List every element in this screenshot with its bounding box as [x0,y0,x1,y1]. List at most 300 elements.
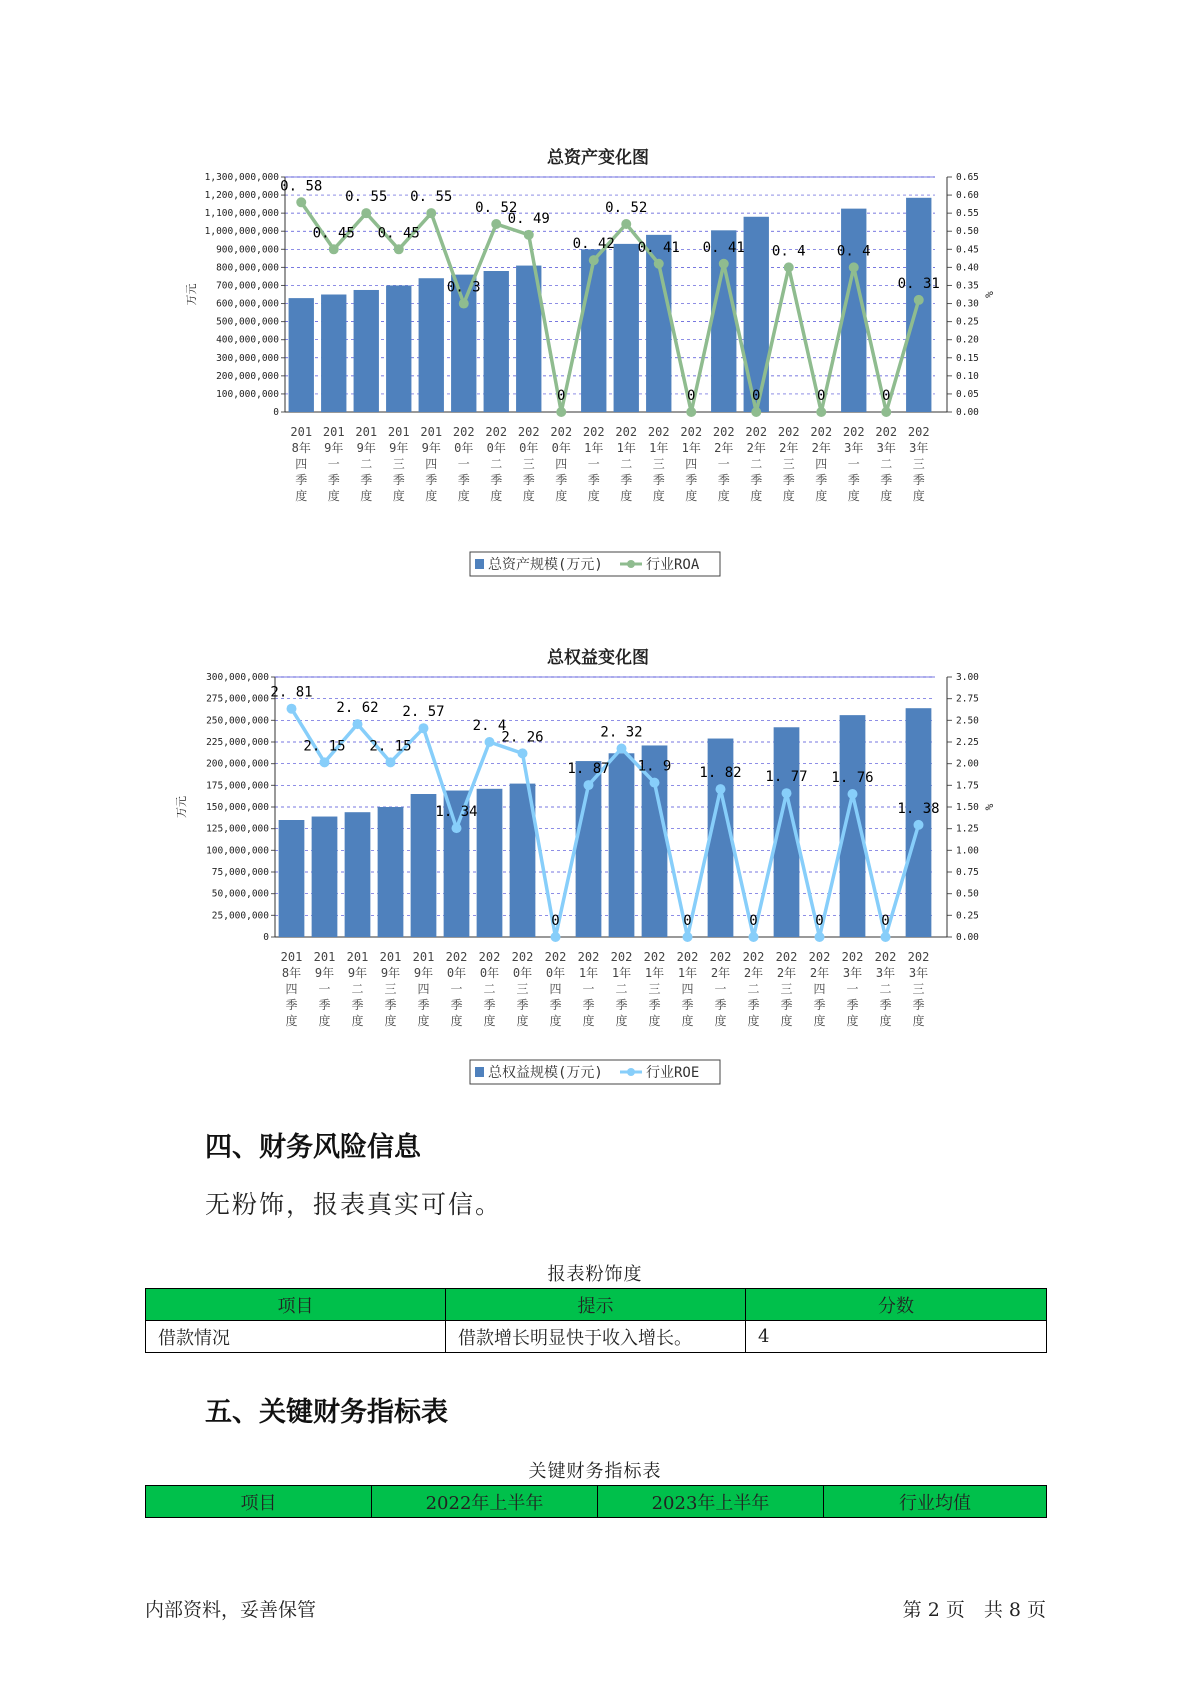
svg-text:季: 季 [846,998,859,1012]
data-label: 0. 41 [702,239,745,256]
svg-text:四: 四 [417,982,430,996]
svg-text:一: 一 [582,982,595,996]
svg-text:202: 202 [511,950,534,964]
svg-text:度: 度 [747,1014,760,1028]
svg-text:1年: 1年 [677,966,698,980]
svg-text:202: 202 [610,950,633,964]
svg-text:3年: 3年 [876,441,896,455]
line-point [491,219,501,229]
y2-tick-label: 0.05 [956,388,979,400]
svg-text:201: 201 [290,425,313,439]
svg-text:季: 季 [549,998,562,1012]
line-point [816,407,826,417]
svg-text:一: 一 [714,982,727,996]
x-tick-label [611,950,633,1028]
svg-text:度: 度 [912,1014,925,1028]
x-tick-label [347,950,369,1028]
svg-text:二: 二 [880,457,893,471]
svg-text:度: 度 [295,489,308,503]
svg-text:202: 202 [582,425,605,439]
svg-text:季: 季 [880,473,893,487]
line-point [716,784,726,794]
svg-text:季: 季 [384,998,397,1012]
section4-text: 无粉饰，报表真实可信。 [205,1190,503,1219]
y-tick-label: 1,100,000,000 [204,208,279,220]
svg-text:202: 202 [452,425,475,439]
svg-text:9年: 9年 [421,441,441,455]
svg-text:202: 202 [517,425,540,439]
bar [378,807,404,937]
svg-text:度: 度 [782,489,795,503]
x-tick-label [355,425,377,503]
svg-text:202: 202 [745,425,768,439]
svg-text:三: 三 [780,982,793,996]
assets-chart [0,165,1191,585]
svg-text:202: 202 [808,950,831,964]
section5-heading: 五、关键财务指标表 [205,1397,448,1428]
line-point [683,932,693,942]
svg-text:季: 季 [392,473,405,487]
svg-text:季: 季 [714,998,727,1012]
x-tick-label [388,425,410,503]
svg-text:0年: 0年 [512,966,533,980]
y-tick-label: 150,000,000 [206,802,269,813]
x-tick-label [908,950,930,1028]
svg-text:季: 季 [912,998,925,1012]
y-axis-title: 万元 [185,283,198,306]
svg-text:季: 季 [782,473,795,487]
svg-text:202: 202 [647,425,670,439]
footer-left: 内部资料，妥善保管 [145,1599,317,1621]
svg-text:201: 201 [379,950,402,964]
svg-text:3年: 3年 [875,966,896,980]
line-point [621,219,631,229]
x-tick-label [512,950,534,1028]
legend-line-marker [627,1068,635,1076]
whitewash-table [145,1288,1047,1353]
y2-tick-label: 0.50 [956,226,979,238]
svg-text:季: 季 [582,998,595,1012]
data-label: 0 [551,913,560,929]
svg-text:季: 季 [681,998,694,1012]
svg-text:201: 201 [322,425,345,439]
bar [419,278,444,412]
line-point [815,932,825,942]
svg-text:度: 度 [813,1014,826,1028]
svg-text:度: 度 [425,489,438,503]
y2-tick-label: 3.00 [956,672,979,683]
data-label: 0 [815,913,824,929]
bar [477,789,503,937]
svg-text:202: 202 [907,950,930,964]
x-tick-label [875,425,897,503]
y2-tick-label: 0.25 [956,910,979,922]
x-tick-label [842,950,864,1028]
svg-text:度: 度 [648,1014,661,1028]
svg-text:9年: 9年 [413,966,434,980]
svg-text:1年: 1年 [616,441,636,455]
svg-text:二: 二 [351,982,364,996]
svg-text:三: 三 [912,457,925,471]
svg-text:三: 三 [392,457,405,471]
x-tick-label [875,950,897,1028]
x-tick-label [323,425,345,503]
svg-text:度: 度 [318,1014,331,1028]
line-point [386,757,396,767]
data-label: 0 [752,388,761,404]
data-label: 0. 45 [312,225,355,242]
svg-text:季: 季 [879,998,892,1012]
svg-text:0年: 0年 [486,441,506,455]
section5-table-caption: 关键财务指标表 [528,1461,662,1482]
line-point [782,788,792,798]
data-label: 1. 34 [435,804,478,821]
line-point [751,407,761,417]
y-tick-label: 200,000,000 [206,758,269,770]
bar [711,230,736,412]
svg-text:202: 202 [643,950,666,964]
svg-text:季: 季 [780,998,793,1012]
data-label: 2. 4 [472,718,507,734]
x-tick-label [314,950,336,1028]
line-point [459,299,469,309]
y-tick-label: 400,000,000 [216,334,279,346]
x-tick-label [518,425,540,503]
x-tick-label [545,950,567,1028]
y2-tick-label: 0.40 [956,262,979,274]
svg-text:度: 度 [780,1014,793,1028]
line-point [848,789,858,799]
x-tick-label [843,425,865,503]
svg-text:一: 一 [318,982,331,996]
assets-chart-title: 总资产变化图 [547,148,649,168]
y2-tick-label: 1.00 [956,845,979,857]
svg-text:季: 季 [285,998,298,1012]
data-label: 2. 15 [369,738,412,755]
data-label: 0. 45 [377,225,420,242]
svg-text:0年: 0年 [551,441,571,455]
x-tick-label [578,950,600,1028]
svg-text:四: 四 [685,457,698,471]
data-label: 1. 38 [897,800,940,817]
y2-tick-label: 0.30 [956,298,979,310]
y2-axis-title: % [983,291,996,298]
y-tick-label: 125,000,000 [206,823,269,835]
svg-text:度: 度 [880,489,893,503]
line-point [686,407,696,417]
svg-text:0年: 0年 [545,966,566,980]
svg-text:度: 度 [555,489,568,503]
svg-text:季: 季 [813,998,826,1012]
svg-text:202: 202 [550,425,573,439]
svg-text:一: 一 [717,457,730,471]
svg-text:季: 季 [912,473,925,487]
svg-text:一: 一 [457,457,470,471]
table-header-row [146,1289,1047,1321]
svg-text:三: 三 [912,982,925,996]
svg-text:度: 度 [483,1014,496,1028]
x-tick-label [290,425,312,503]
table-cell: 借款情况 [146,1321,446,1353]
svg-text:9年: 9年 [347,966,368,980]
y-tick-label: 275,000,000 [206,693,269,705]
line-point [419,723,429,733]
x-tick-label [479,950,501,1028]
bar [279,820,305,937]
svg-text:季: 季 [717,473,730,487]
line-point [296,197,306,207]
data-label: 1. 77 [765,769,808,786]
svg-text:一: 一 [847,457,860,471]
svg-text:四: 四 [285,982,298,996]
bar [386,285,411,412]
table-cell: 借款增长明显快于收入增长。 [446,1321,746,1353]
x-tick-label [810,425,832,503]
x-tick-label [908,425,930,503]
y-tick-label: 250,000,000 [206,715,269,727]
y-tick-label: 0 [273,407,279,418]
bar [289,298,314,412]
svg-text:202: 202 [810,425,833,439]
svg-text:季: 季 [295,473,308,487]
bar [744,217,769,412]
y2-tick-label: 2.00 [956,758,979,770]
svg-text:季: 季 [747,998,760,1012]
svg-text:四: 四 [815,457,828,471]
data-label: 0 [881,913,890,929]
data-label: 0 [749,913,758,929]
y-tick-label: 900,000,000 [216,244,279,256]
svg-text:四: 四 [813,982,826,996]
svg-text:9年: 9年 [389,441,409,455]
y2-tick-label: 0.65 [956,172,979,183]
svg-text:度: 度 [714,1014,727,1028]
svg-text:9年: 9年 [314,966,335,980]
svg-text:201: 201 [412,950,435,964]
svg-text:季: 季 [685,473,698,487]
svg-text:季: 季 [522,473,535,487]
line-point [749,932,759,942]
data-label: 2. 62 [336,700,379,717]
svg-text:度: 度 [327,489,340,503]
x-tick-label [776,950,798,1028]
svg-text:3年: 3年 [842,966,863,980]
line-point [518,748,528,758]
svg-text:1年: 1年 [681,441,701,455]
svg-text:201: 201 [346,950,369,964]
line-point [784,262,794,272]
line-point [361,208,371,218]
svg-text:一: 一 [450,982,463,996]
y-tick-label: 300,000,000 [206,672,269,683]
svg-text:季: 季 [615,998,628,1012]
svg-text:201: 201 [313,950,336,964]
bar [321,295,346,413]
data-label: 0 [557,388,566,404]
svg-text:度: 度 [652,489,665,503]
table-row [146,1321,1047,1353]
svg-text:202: 202 [874,950,897,964]
bar [354,290,379,412]
line-point [329,244,339,254]
svg-text:2年: 2年 [743,966,764,980]
table-header-row [146,1486,1047,1518]
x-tick-label [648,425,670,503]
svg-text:202: 202 [544,950,567,964]
x-tick-label [710,950,732,1028]
y2-tick-label: 2.50 [956,715,979,727]
line-point [650,778,660,788]
y2-tick-label: 0.00 [956,932,979,943]
svg-text:202: 202 [712,425,735,439]
x-tick-label [809,950,831,1028]
svg-text:一: 一 [846,982,859,996]
svg-text:季: 季 [360,473,373,487]
bar [312,817,338,937]
y2-tick-label: 0.35 [956,280,979,292]
line-point [485,737,495,747]
data-label: 0. 42 [572,236,615,253]
svg-text:3年: 3年 [908,966,929,980]
svg-text:度: 度 [750,489,763,503]
y2-tick-label: 0.45 [956,244,979,256]
svg-text:度: 度 [587,489,600,503]
svg-text:一: 一 [587,457,600,471]
svg-text:季: 季 [516,998,529,1012]
data-label: 0 [817,388,826,404]
section4-table-caption: 报表粉饰度 [547,1264,643,1285]
data-label: 0 [683,913,692,929]
line-point [556,407,566,417]
svg-text:1年: 1年 [611,966,632,980]
y-tick-label: 500,000,000 [216,316,279,328]
bar [411,794,437,937]
x-tick-label [380,950,402,1028]
line-point [589,255,599,265]
svg-text:三: 三 [522,457,535,471]
y2-tick-label: 0.10 [956,370,979,382]
y-tick-label: 700,000,000 [216,280,279,292]
x-tick-label [743,950,765,1028]
y2-tick-label: 0.15 [956,352,979,364]
y2-tick-label: 2.75 [956,693,979,705]
svg-text:9年: 9年 [356,441,376,455]
y-tick-label: 1,300,000,000 [204,172,279,183]
x-tick-label [281,950,303,1028]
svg-text:度: 度 [681,1014,694,1028]
svg-text:季: 季 [587,473,600,487]
svg-text:季: 季 [490,473,503,487]
svg-text:1年: 1年 [578,966,599,980]
table-cell: 4 [746,1321,1047,1353]
y-tick-label: 225,000,000 [206,737,269,748]
data-label: 0. 3 [446,279,481,296]
svg-text:9年: 9年 [324,441,344,455]
svg-text:0年: 0年 [446,966,467,980]
svg-text:202: 202 [676,950,699,964]
y-tick-label: 100,000,000 [206,845,269,857]
svg-text:季: 季 [450,998,463,1012]
svg-text:度: 度 [450,1014,463,1028]
line-point [719,259,729,269]
line-point [914,295,924,305]
y2-tick-label: 0.75 [956,867,979,878]
svg-text:9年: 9年 [380,966,401,980]
svg-text:度: 度 [615,1014,628,1028]
svg-text:202: 202 [777,425,800,439]
line-point [881,932,891,942]
legend-bar-swatch [475,559,484,569]
data-label: 1. 87 [567,761,610,778]
svg-text:季: 季 [457,473,470,487]
svg-text:四: 四 [425,457,438,471]
section4-heading: 四、财务风险信息 [205,1132,421,1163]
svg-text:三: 三 [648,982,661,996]
svg-text:2年: 2年 [779,441,799,455]
svg-text:度: 度 [384,1014,397,1028]
svg-text:201: 201 [355,425,378,439]
y-tick-label: 1,000,000,000 [204,226,279,238]
y2-tick-label: 1.75 [956,780,979,792]
x-tick-label [453,425,475,503]
svg-text:四: 四 [681,982,694,996]
svg-text:三: 三 [516,982,529,996]
line-point [524,230,534,240]
svg-text:202: 202 [841,950,864,964]
line-point [320,757,330,767]
y2-tick-label: 1.50 [956,802,979,813]
data-label: 0. 55 [345,189,388,206]
data-label: 0. 4 [771,243,806,260]
y-tick-label: 0 [263,932,269,943]
svg-text:季: 季 [652,473,665,487]
line-point [394,244,404,254]
svg-text:202: 202 [842,425,865,439]
y2-tick-label: 2.25 [956,737,979,748]
svg-text:1年: 1年 [584,441,604,455]
x-tick-label [550,425,572,503]
svg-text:3年: 3年 [844,441,864,455]
svg-text:度: 度 [847,489,860,503]
legend-bar-swatch [475,1067,484,1077]
svg-text:季: 季 [648,998,661,1012]
svg-text:度: 度 [912,489,925,503]
bar [581,249,606,412]
y-tick-label: 800,000,000 [216,262,279,274]
svg-text:季: 季 [555,473,568,487]
header-cell: 项目 [146,1486,372,1518]
svg-text:季: 季 [620,473,633,487]
bar [614,244,639,412]
y-tick-label: 300,000,000 [216,352,279,364]
svg-text:202: 202 [445,950,468,964]
legend-line-label: 行业ROA [646,557,700,573]
line-point [617,744,627,754]
header-cell: 分数 [746,1289,1047,1321]
line-point [584,780,594,790]
svg-text:二: 二 [747,982,760,996]
line-point [654,259,664,269]
svg-text:度: 度 [717,489,730,503]
x-tick-label [745,425,767,503]
svg-text:一: 一 [327,457,340,471]
key-metrics-table [145,1485,1047,1518]
svg-text:季: 季 [318,998,331,1012]
line-point [914,820,924,830]
svg-text:2年: 2年 [809,966,830,980]
header-cell: 项目 [146,1289,446,1321]
svg-text:二: 二 [620,457,633,471]
